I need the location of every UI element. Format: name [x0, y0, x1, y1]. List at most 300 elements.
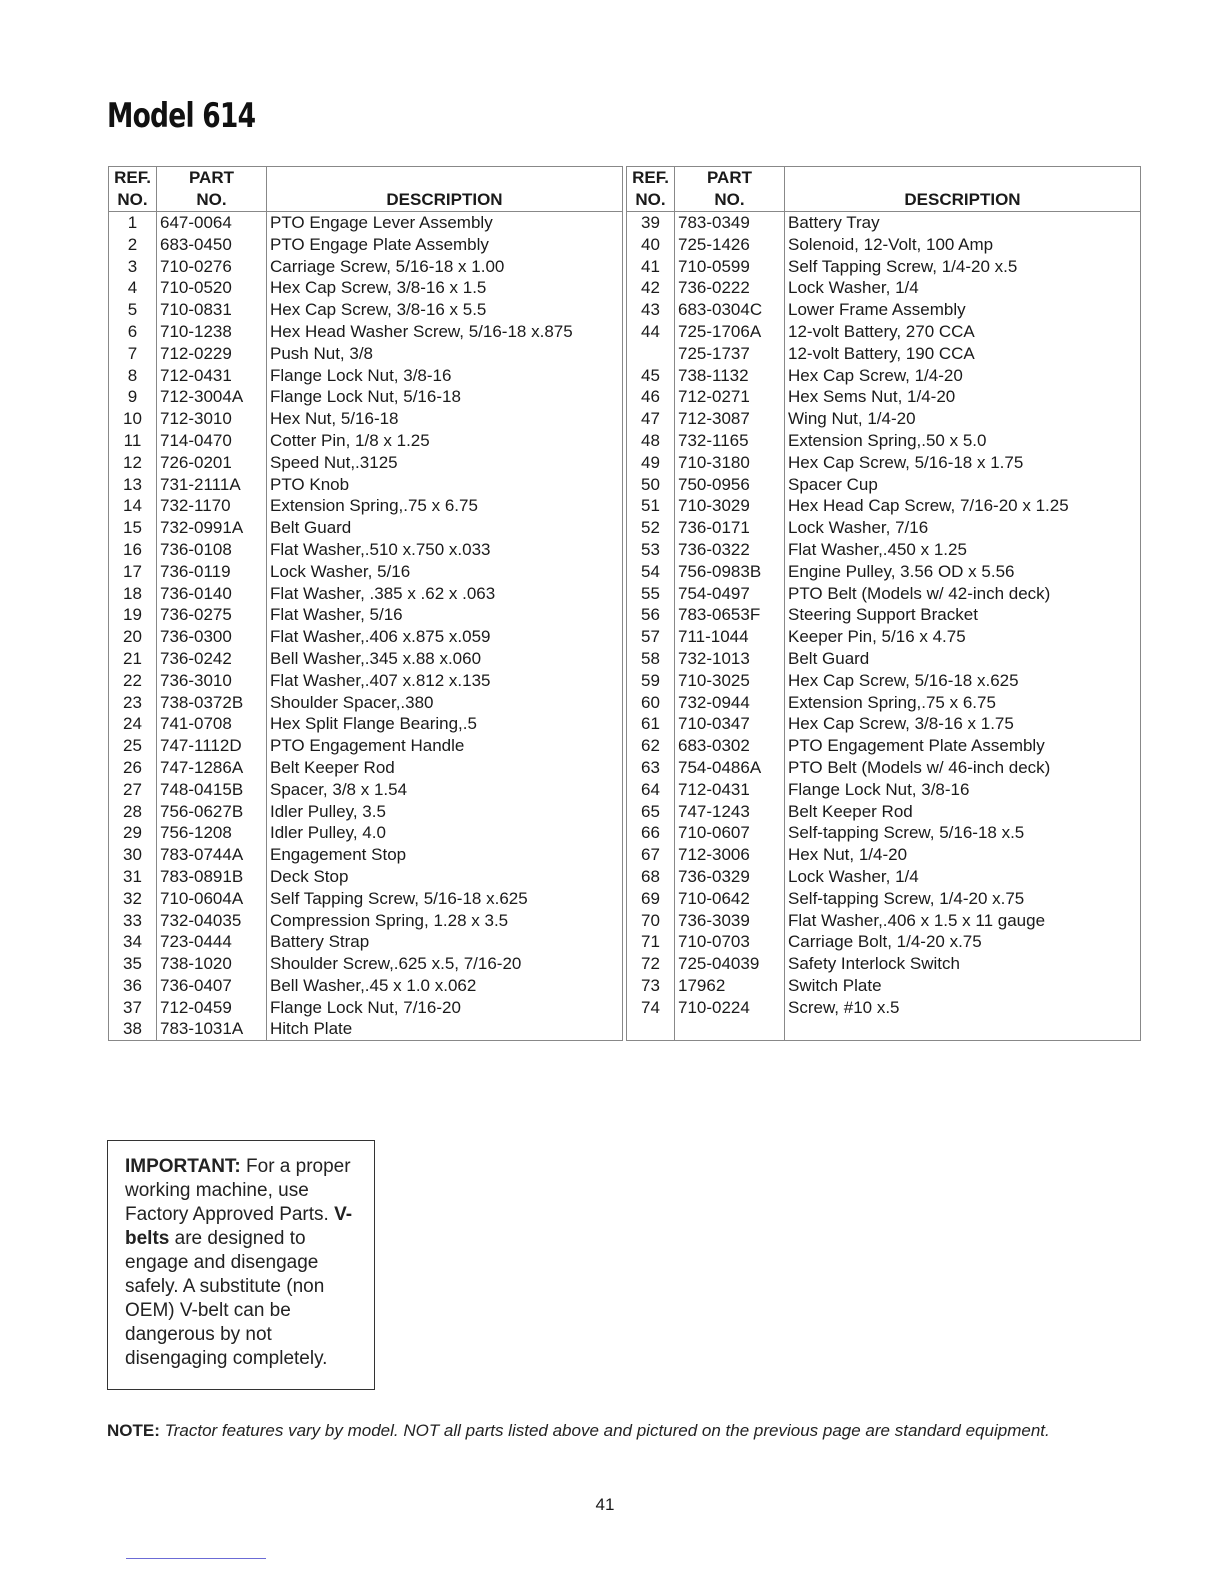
ref-no-cell: 51 [627, 495, 675, 517]
table-row [109, 343, 623, 365]
ref-no-cell: 20 [109, 626, 157, 648]
part-no-cell: 783-1031A [157, 1018, 267, 1040]
description-cell: Flange Lock Nut, 7/16-20 [267, 997, 623, 1019]
ref-no-cell: 55 [627, 583, 675, 605]
part-no-cell: 647-0064 [157, 212, 267, 234]
description-cell: Screw, #10 x.5 [785, 997, 1141, 1019]
part-no-cell: 710-0831 [157, 299, 267, 321]
ref-no-cell: 62 [627, 735, 675, 757]
table-header-row [627, 167, 1141, 212]
ref-no-header: REF. NO. [627, 167, 675, 212]
table-row [109, 822, 623, 844]
part-no-cell: 712-3006 [675, 844, 785, 866]
ref-no-cell: 17 [109, 561, 157, 583]
description-cell: Extension Spring,.50 x 5.0 [785, 430, 1141, 452]
table-row [627, 408, 1141, 430]
description-cell: Carriage Screw, 5/16-18 x 1.00 [267, 256, 623, 278]
table-row [627, 212, 1141, 234]
ref-no-cell: 70 [627, 910, 675, 932]
part-no-cell: 736-0322 [675, 539, 785, 561]
description-cell: Switch Plate [785, 975, 1141, 997]
important-text-2: are designed to engage and disengage safely. A substitute (non OEM) V-belt can be dangerous by not disengaging completely. [125, 1228, 328, 1369]
description-cell: Flange Lock Nut, 5/16-18 [267, 386, 623, 408]
table-row [627, 321, 1141, 343]
ref-no-cell: 31 [109, 866, 157, 888]
description-cell: Hex Split Flange Bearing,.5 [267, 713, 623, 735]
table-row [109, 735, 623, 757]
description-cell: Lock Washer, 1/4 [785, 866, 1141, 888]
part-no-cell: 712-0229 [157, 343, 267, 365]
ref-no-cell: 38 [109, 1018, 157, 1040]
ref-no-cell: 46 [627, 386, 675, 408]
part-no-cell: 783-0891B [157, 866, 267, 888]
table-row [627, 713, 1141, 735]
part-no-cell: 711-1044 [675, 626, 785, 648]
table-row [627, 474, 1141, 496]
description-cell: Belt Guard [267, 517, 623, 539]
description-cell: Self Tapping Screw, 5/16-18 x.625 [267, 888, 623, 910]
part-no-cell: 736-0222 [675, 277, 785, 299]
ref-no-cell: 10 [109, 408, 157, 430]
table-row [627, 626, 1141, 648]
description-cell: Flat Washer, .385 x .62 x .063 [267, 583, 623, 605]
ref-no-cell: 15 [109, 517, 157, 539]
ref-no-cell: 58 [627, 648, 675, 670]
table-row [109, 757, 623, 779]
part-no-header: PART NO. [675, 167, 785, 212]
part-no-cell: 741-0708 [157, 713, 267, 735]
table-row [627, 670, 1141, 692]
ref-no-cell: 14 [109, 495, 157, 517]
table-row [109, 692, 623, 714]
parts-table-right-body [627, 212, 1141, 1041]
table-row [627, 343, 1141, 365]
table-row [627, 386, 1141, 408]
table-row [109, 888, 623, 910]
ref-no-cell [627, 1018, 675, 1040]
part-no-cell: 736-0242 [157, 648, 267, 670]
part-no-cell: 783-0744A [157, 844, 267, 866]
table-row [627, 277, 1141, 299]
table-row [109, 539, 623, 561]
table-row [627, 866, 1141, 888]
description-cell: Lock Washer, 5/16 [267, 561, 623, 583]
part-no-cell: 712-0459 [157, 997, 267, 1019]
ref-no-cell: 44 [627, 321, 675, 343]
description-cell: Flange Lock Nut, 3/8-16 [267, 365, 623, 387]
part-no-cell: 754-0497 [675, 583, 785, 605]
description-cell: Flange Lock Nut, 3/8-16 [785, 779, 1141, 801]
description-cell: Speed Nut,.3125 [267, 452, 623, 474]
table-row [109, 474, 623, 496]
part-no-cell: 710-0276 [157, 256, 267, 278]
table-row [109, 517, 623, 539]
part-no-cell: 710-0604A [157, 888, 267, 910]
important-notice-box [107, 1140, 375, 1390]
important-text-1: For a proper working machine, use Factory Approved Parts. [125, 1156, 351, 1225]
description-cell: PTO Engagement Plate Assembly [785, 735, 1141, 757]
parts-table-right [626, 166, 1141, 1041]
description-cell: Engagement Stop [267, 844, 623, 866]
table-row [109, 626, 623, 648]
ref-no-cell: 67 [627, 844, 675, 866]
ref-no-cell: 12 [109, 452, 157, 474]
ref-no-cell: 39 [627, 212, 675, 234]
ref-no-cell: 57 [627, 626, 675, 648]
part-no-cell: 732-04035 [157, 910, 267, 932]
part-no-cell: 710-0607 [675, 822, 785, 844]
table-row [627, 910, 1141, 932]
table-row [627, 844, 1141, 866]
footer-rule [126, 1558, 266, 1559]
part-no-header: PART NO. [157, 167, 267, 212]
ref-no-cell: 61 [627, 713, 675, 735]
part-no-cell: 714-0470 [157, 430, 267, 452]
table-row [627, 931, 1141, 953]
table-row [627, 888, 1141, 910]
description-cell: Belt Keeper Rod [267, 757, 623, 779]
ref-no-cell: 42 [627, 277, 675, 299]
part-no-cell: 750-0956 [675, 474, 785, 496]
part-no-cell: 736-0329 [675, 866, 785, 888]
part-no-cell: 736-0275 [157, 604, 267, 626]
table-row [627, 430, 1141, 452]
description-cell: Lock Washer, 1/4 [785, 277, 1141, 299]
table-row [109, 648, 623, 670]
description-cell: Self Tapping Screw, 1/4-20 x.5 [785, 256, 1141, 278]
table-row [109, 604, 623, 626]
description-cell: Self-tapping Screw, 5/16-18 x.5 [785, 822, 1141, 844]
ref-no-cell: 26 [109, 757, 157, 779]
description-cell: Hex Cap Screw, 5/16-18 x.625 [785, 670, 1141, 692]
part-no-cell: 747-1112D [157, 735, 267, 757]
ref-no-cell: 23 [109, 692, 157, 714]
description-cell: Belt Guard [785, 648, 1141, 670]
description-cell: Hex Cap Screw, 3/8-16 x 1.75 [785, 713, 1141, 735]
description-cell: Lock Washer, 7/16 [785, 517, 1141, 539]
description-cell: Hex Cap Screw, 5/16-18 x 1.75 [785, 452, 1141, 474]
description-cell: Extension Spring,.75 x 6.75 [267, 495, 623, 517]
description-cell: Carriage Bolt, 1/4-20 x.75 [785, 931, 1141, 953]
ref-no-cell: 41 [627, 256, 675, 278]
description-cell: Wing Nut, 1/4-20 [785, 408, 1141, 430]
description-cell: Flat Washer, 5/16 [267, 604, 623, 626]
description-cell: Hex Cap Screw, 1/4-20 [785, 365, 1141, 387]
table-row [109, 408, 623, 430]
ref-no-cell: 50 [627, 474, 675, 496]
description-cell: Flat Washer,.510 x.750 x.033 [267, 539, 623, 561]
part-no-cell: 712-0271 [675, 386, 785, 408]
part-no-cell: 712-0431 [157, 365, 267, 387]
ref-no-cell: 6 [109, 321, 157, 343]
ref-no-cell: 29 [109, 822, 157, 844]
ref-no-cell: 48 [627, 430, 675, 452]
ref-no-cell: 1 [109, 212, 157, 234]
note-label: NOTE: [107, 1421, 160, 1440]
description-cell: Battery Strap [267, 931, 623, 953]
table-row [627, 299, 1141, 321]
part-no-cell: 732-1165 [675, 430, 785, 452]
ref-no-cell: 74 [627, 997, 675, 1019]
part-no-cell: 736-0171 [675, 517, 785, 539]
part-no-cell: 710-0642 [675, 888, 785, 910]
table-row [109, 997, 623, 1019]
description-cell: Deck Stop [267, 866, 623, 888]
table-row [627, 234, 1141, 256]
description-cell: Bell Washer,.45 x 1.0 x.062 [267, 975, 623, 997]
table-row [109, 779, 623, 801]
description-cell: PTO Engage Plate Assembly [267, 234, 623, 256]
part-no-cell: 732-1013 [675, 648, 785, 670]
part-no-cell: 710-0703 [675, 931, 785, 953]
parts-table-left [108, 166, 623, 1041]
ref-no-cell: 19 [109, 604, 157, 626]
table-row [109, 386, 623, 408]
table-row [627, 365, 1141, 387]
table-row [627, 452, 1141, 474]
table-row [627, 604, 1141, 626]
part-no-cell: 710-0599 [675, 256, 785, 278]
table-row [109, 277, 623, 299]
table-row [627, 692, 1141, 714]
description-cell: 12-volt Battery, 270 CCA [785, 321, 1141, 343]
part-no-cell: 710-1238 [157, 321, 267, 343]
table-row [627, 779, 1141, 801]
ref-no-cell: 4 [109, 277, 157, 299]
table-row [627, 801, 1141, 823]
ref-no-cell: 13 [109, 474, 157, 496]
table-row [109, 953, 623, 975]
part-no-cell: 712-3087 [675, 408, 785, 430]
part-no-cell: 17962 [675, 975, 785, 997]
part-no-cell: 710-3180 [675, 452, 785, 474]
table-row [109, 866, 623, 888]
table-row [109, 321, 623, 343]
table-row [109, 430, 623, 452]
note-text: Tractor features vary by model. NOT all parts listed above and pictured on the previous page are standard equipment. [159, 1421, 1050, 1440]
ref-no-cell: 40 [627, 234, 675, 256]
part-no-cell: 725-1737 [675, 343, 785, 365]
part-no-cell: 712-3010 [157, 408, 267, 430]
description-cell: Extension Spring,.75 x 6.75 [785, 692, 1141, 714]
part-no-cell: 783-0653F [675, 604, 785, 626]
note [107, 1421, 1050, 1441]
ref-no-cell: 52 [627, 517, 675, 539]
table-row [627, 495, 1141, 517]
table-row [109, 670, 623, 692]
ref-no-cell: 64 [627, 779, 675, 801]
ref-no-cell: 37 [109, 997, 157, 1019]
description-cell: Push Nut, 3/8 [267, 343, 623, 365]
table-row [627, 997, 1141, 1019]
description-cell: Self-tapping Screw, 1/4-20 x.75 [785, 888, 1141, 910]
ref-no-cell: 66 [627, 822, 675, 844]
description-cell: Steering Support Bracket [785, 604, 1141, 626]
ref-no-cell: 53 [627, 539, 675, 561]
table-row [109, 844, 623, 866]
table-row [109, 256, 623, 278]
part-no-cell: 738-1020 [157, 953, 267, 975]
part-no-cell: 683-0302 [675, 735, 785, 757]
description-cell: Idler Pulley, 4.0 [267, 822, 623, 844]
description-cell: Hex Cap Screw, 3/8-16 x 1.5 [267, 277, 623, 299]
table-header-row [109, 167, 623, 212]
part-no-cell: 748-0415B [157, 779, 267, 801]
part-no-cell: 710-0347 [675, 713, 785, 735]
table-row [109, 713, 623, 735]
part-no-cell: 712-3004A [157, 386, 267, 408]
ref-no-cell: 45 [627, 365, 675, 387]
part-no-cell: 736-3010 [157, 670, 267, 692]
ref-no-cell: 11 [109, 430, 157, 452]
ref-no-cell: 59 [627, 670, 675, 692]
part-no-cell: 710-0520 [157, 277, 267, 299]
table-row [627, 975, 1141, 997]
description-cell: 12-volt Battery, 190 CCA [785, 343, 1141, 365]
part-no-cell: 756-0627B [157, 801, 267, 823]
ref-no-cell: 60 [627, 692, 675, 714]
table-row [109, 212, 623, 234]
ref-no-cell: 32 [109, 888, 157, 910]
part-no-cell: 732-0991A [157, 517, 267, 539]
ref-no-cell: 28 [109, 801, 157, 823]
description-cell: Hex Nut, 5/16-18 [267, 408, 623, 430]
description-cell: PTO Engage Lever Assembly [267, 212, 623, 234]
part-no-cell: 710-3029 [675, 495, 785, 517]
ref-no-cell: 27 [109, 779, 157, 801]
table-row [627, 822, 1141, 844]
part-no-cell: 736-0407 [157, 975, 267, 997]
ref-no-cell: 21 [109, 648, 157, 670]
ref-no-cell: 65 [627, 801, 675, 823]
ref-no-cell: 7 [109, 343, 157, 365]
table-row [109, 801, 623, 823]
table-row [627, 256, 1141, 278]
table-row [109, 234, 623, 256]
description-cell: Lower Frame Assembly [785, 299, 1141, 321]
part-no-cell: 726-0201 [157, 452, 267, 474]
description-cell: PTO Engagement Handle [267, 735, 623, 757]
table-row [627, 561, 1141, 583]
part-no-cell: 747-1243 [675, 801, 785, 823]
part-no-cell: 738-1132 [675, 365, 785, 387]
ref-no-cell: 36 [109, 975, 157, 997]
part-no-cell: 736-0108 [157, 539, 267, 561]
ref-no-cell: 71 [627, 931, 675, 953]
part-no-cell: 725-04039 [675, 953, 785, 975]
part-no-cell: 736-0140 [157, 583, 267, 605]
description-cell: Shoulder Spacer,.380 [267, 692, 623, 714]
ref-no-cell: 3 [109, 256, 157, 278]
description-cell: Spacer, 3/8 x 1.54 [267, 779, 623, 801]
ref-no-cell: 9 [109, 386, 157, 408]
table-row [627, 539, 1141, 561]
description-cell: PTO Belt (Models w/ 46-inch deck) [785, 757, 1141, 779]
table-row [109, 365, 623, 387]
part-no-cell: 723-0444 [157, 931, 267, 953]
part-no-cell: 683-0450 [157, 234, 267, 256]
description-cell: Hex Head Washer Screw, 5/16-18 x.875 [267, 321, 623, 343]
part-no-cell: 736-0119 [157, 561, 267, 583]
part-no-cell: 732-1170 [157, 495, 267, 517]
ref-no-cell: 54 [627, 561, 675, 583]
ref-no-cell: 8 [109, 365, 157, 387]
ref-no-cell: 18 [109, 583, 157, 605]
ref-no-cell: 2 [109, 234, 157, 256]
table-row [109, 299, 623, 321]
description-cell [785, 1018, 1141, 1040]
ref-no-cell: 16 [109, 539, 157, 561]
description-cell: Idler Pulley, 3.5 [267, 801, 623, 823]
part-no-cell: 725-1426 [675, 234, 785, 256]
part-no-cell: 738-0372B [157, 692, 267, 714]
ref-no-cell: 5 [109, 299, 157, 321]
ref-no-cell: 72 [627, 953, 675, 975]
description-cell: Compression Spring, 1.28 x 3.5 [267, 910, 623, 932]
description-cell: Engine Pulley, 3.56 OD x 5.56 [785, 561, 1141, 583]
page-number: 41 [595, 1495, 615, 1514]
ref-no-cell: 47 [627, 408, 675, 430]
part-no-cell: 756-0983B [675, 561, 785, 583]
description-header: DESCRIPTION [785, 167, 1141, 212]
ref-no-cell: 43 [627, 299, 675, 321]
part-no-cell: 710-3025 [675, 670, 785, 692]
description-cell: Shoulder Screw,.625 x.5, 7/16-20 [267, 953, 623, 975]
part-no-cell: 731-2111A [157, 474, 267, 496]
description-cell: Hex Sems Nut, 1/4-20 [785, 386, 1141, 408]
table-row [109, 452, 623, 474]
table-row [109, 495, 623, 517]
description-cell: Flat Washer,.407 x.812 x.135 [267, 670, 623, 692]
part-no-cell [675, 1018, 785, 1040]
description-cell: Hitch Plate [267, 1018, 623, 1040]
description-cell: Hex Head Cap Screw, 7/16-20 x 1.25 [785, 495, 1141, 517]
part-no-cell: 725-1706A [675, 321, 785, 343]
description-cell: Flat Washer,.450 x 1.25 [785, 539, 1141, 561]
ref-no-cell: 68 [627, 866, 675, 888]
part-no-cell: 736-0300 [157, 626, 267, 648]
ref-no-cell: 33 [109, 910, 157, 932]
ref-no-cell: 56 [627, 604, 675, 626]
ref-no-cell: 25 [109, 735, 157, 757]
important-label: IMPORTANT: [125, 1156, 241, 1177]
description-cell: Battery Tray [785, 212, 1141, 234]
ref-no-cell: 24 [109, 713, 157, 735]
part-no-cell: 756-1208 [157, 822, 267, 844]
part-no-cell: 683-0304C [675, 299, 785, 321]
parts-table-left-body [109, 212, 623, 1041]
description-cell: Hex Cap Screw, 3/8-16 x 5.5 [267, 299, 623, 321]
table-row [109, 910, 623, 932]
part-no-cell: 710-0224 [675, 997, 785, 1019]
v-belts-label: V-belts [125, 1204, 353, 1249]
description-cell: Bell Washer,.345 x.88 x.060 [267, 648, 623, 670]
part-no-cell: 712-0431 [675, 779, 785, 801]
description-cell: Keeper Pin, 5/16 x 4.75 [785, 626, 1141, 648]
part-no-cell: 732-0944 [675, 692, 785, 714]
ref-no-cell: 30 [109, 844, 157, 866]
description-cell: Hex Nut, 1/4-20 [785, 844, 1141, 866]
description-cell: PTO Knob [267, 474, 623, 496]
ref-no-cell: 69 [627, 888, 675, 910]
table-row [627, 648, 1141, 670]
ref-no-cell: 34 [109, 931, 157, 953]
table-row [109, 975, 623, 997]
ref-no-cell: 49 [627, 452, 675, 474]
ref-no-cell: 73 [627, 975, 675, 997]
table-row [627, 757, 1141, 779]
description-cell: Safety Interlock Switch [785, 953, 1141, 975]
